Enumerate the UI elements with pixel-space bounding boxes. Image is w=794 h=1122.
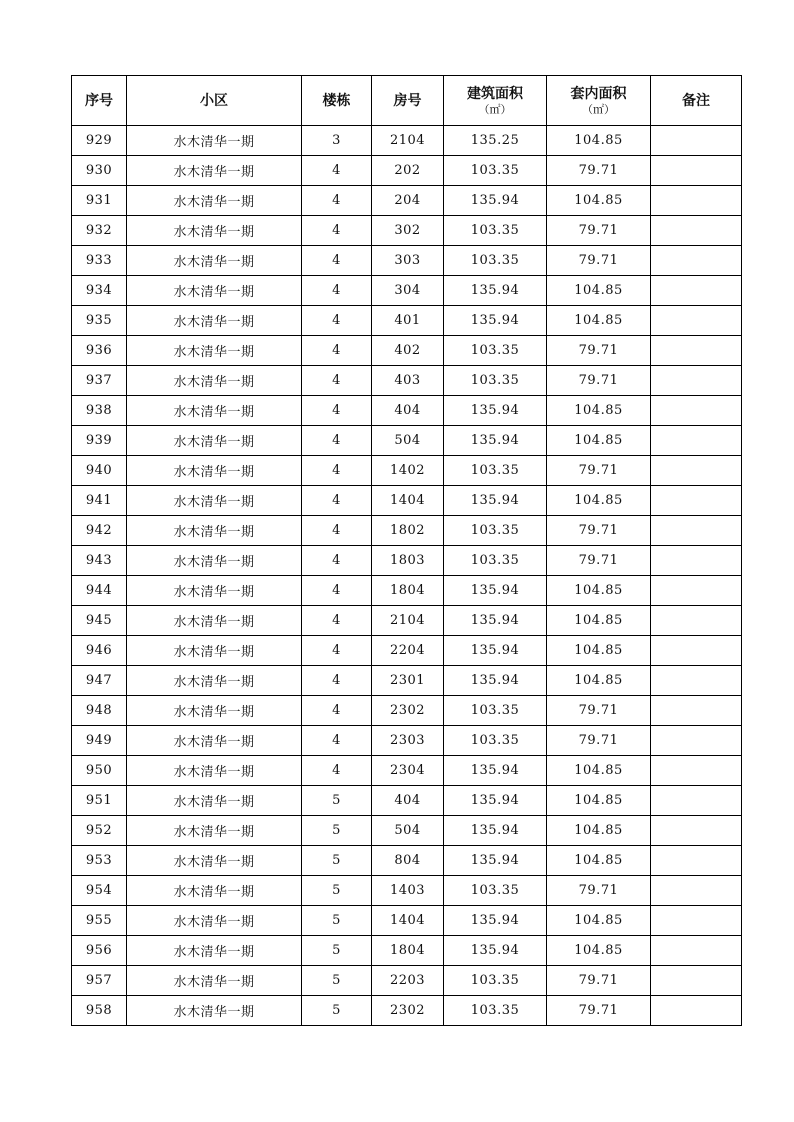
table-row (72, 666, 742, 696)
housing-table (71, 75, 742, 1026)
cell-build-area: 103.35 (444, 246, 547, 276)
table-row (72, 156, 742, 186)
table-row (72, 276, 742, 306)
cell-build-area: 135.94 (444, 666, 547, 696)
cell-remark (651, 816, 742, 846)
cell-community: 水木清华一期 (127, 936, 302, 966)
cell-inner-area: 79.71 (547, 366, 651, 396)
cell-build-area: 135.94 (444, 936, 547, 966)
cell-build-area: 135.94 (444, 576, 547, 606)
cell-inner-area: 104.85 (547, 666, 651, 696)
cell-seq: 951 (72, 786, 127, 816)
cell-community: 水木清华一期 (127, 846, 302, 876)
cell-building: 5 (302, 996, 372, 1026)
cell-seq: 955 (72, 906, 127, 936)
cell-community: 水木清华一期 (127, 366, 302, 396)
cell-remark (651, 996, 742, 1026)
cell-building: 4 (302, 426, 372, 456)
cell-build-area: 135.94 (444, 606, 547, 636)
cell-remark (651, 486, 742, 516)
cell-community: 水木清华一期 (127, 516, 302, 546)
cell-building: 5 (302, 846, 372, 876)
cell-seq: 931 (72, 186, 127, 216)
cell-seq: 956 (72, 936, 127, 966)
cell-inner-area: 79.71 (547, 516, 651, 546)
table-row (72, 366, 742, 396)
cell-room: 2204 (372, 636, 444, 666)
cell-community: 水木清华一期 (127, 306, 302, 336)
cell-building: 5 (302, 876, 372, 906)
cell-community: 水木清华一期 (127, 606, 302, 636)
cell-community: 水木清华一期 (127, 636, 302, 666)
cell-remark (651, 366, 742, 396)
cell-building: 5 (302, 786, 372, 816)
cell-seq: 933 (72, 246, 127, 276)
cell-inner-area: 104.85 (547, 426, 651, 456)
cell-inner-area: 104.85 (547, 906, 651, 936)
cell-room: 402 (372, 336, 444, 366)
cell-seq: 948 (72, 696, 127, 726)
cell-inner-area: 104.85 (547, 846, 651, 876)
cell-room: 804 (372, 846, 444, 876)
cell-inner-area: 79.71 (547, 726, 651, 756)
cell-seq: 939 (72, 426, 127, 456)
cell-room: 1803 (372, 546, 444, 576)
cell-room: 204 (372, 186, 444, 216)
cell-building: 4 (302, 726, 372, 756)
cell-inner-area: 104.85 (547, 306, 651, 336)
cell-remark (651, 276, 742, 306)
cell-building: 4 (302, 246, 372, 276)
table-row (72, 696, 742, 726)
cell-inner-area: 79.71 (547, 876, 651, 906)
cell-inner-area: 104.85 (547, 186, 651, 216)
cell-community: 水木清华一期 (127, 336, 302, 366)
cell-room: 202 (372, 156, 444, 186)
cell-remark (651, 186, 742, 216)
header-inner-area-unit: （㎡） (582, 103, 615, 116)
header-room (372, 76, 444, 126)
header-community (127, 76, 302, 126)
cell-seq: 938 (72, 396, 127, 426)
cell-build-area: 135.94 (444, 816, 547, 846)
cell-build-area: 135.25 (444, 126, 547, 156)
table-row (72, 246, 742, 276)
table-row (72, 756, 742, 786)
cell-building: 4 (302, 516, 372, 546)
cell-room: 1804 (372, 576, 444, 606)
cell-build-area: 103.35 (444, 996, 547, 1026)
cell-build-area: 103.35 (444, 966, 547, 996)
cell-community: 水木清华一期 (127, 186, 302, 216)
cell-remark (651, 756, 742, 786)
cell-inner-area: 104.85 (547, 786, 651, 816)
cell-community: 水木清华一期 (127, 816, 302, 846)
cell-build-area: 135.94 (444, 636, 547, 666)
cell-inner-area: 79.71 (547, 696, 651, 726)
cell-seq: 929 (72, 126, 127, 156)
cell-room: 504 (372, 816, 444, 846)
cell-build-area: 135.94 (444, 846, 547, 876)
cell-inner-area: 79.71 (547, 216, 651, 246)
cell-remark (651, 846, 742, 876)
cell-building: 4 (302, 576, 372, 606)
cell-remark (651, 606, 742, 636)
header-building-label: 楼栋 (322, 92, 351, 109)
cell-room: 1403 (372, 876, 444, 906)
cell-seq: 942 (72, 516, 127, 546)
cell-seq: 930 (72, 156, 127, 186)
cell-community: 水木清华一期 (127, 756, 302, 786)
cell-community: 水木清华一期 (127, 126, 302, 156)
table-row (72, 516, 742, 546)
cell-room: 2302 (372, 996, 444, 1026)
table-row (72, 816, 742, 846)
cell-room: 1404 (372, 906, 444, 936)
table-row (72, 186, 742, 216)
cell-inner-area: 104.85 (547, 126, 651, 156)
cell-community: 水木清华一期 (127, 156, 302, 186)
cell-seq: 947 (72, 666, 127, 696)
cell-seq: 949 (72, 726, 127, 756)
cell-building: 4 (302, 216, 372, 246)
table-body (72, 126, 742, 1026)
cell-inner-area: 79.71 (547, 996, 651, 1026)
cell-inner-area: 79.71 (547, 546, 651, 576)
cell-community: 水木清华一期 (127, 876, 302, 906)
cell-building: 5 (302, 816, 372, 846)
cell-seq: 944 (72, 576, 127, 606)
cell-inner-area: 79.71 (547, 336, 651, 366)
cell-inner-area: 104.85 (547, 276, 651, 306)
cell-build-area: 103.35 (444, 546, 547, 576)
cell-building: 5 (302, 966, 372, 996)
cell-inner-area: 104.85 (547, 936, 651, 966)
cell-build-area: 135.94 (444, 756, 547, 786)
header-build-area (444, 76, 547, 126)
cell-room: 2302 (372, 696, 444, 726)
cell-building: 4 (302, 546, 372, 576)
cell-build-area: 103.35 (444, 516, 547, 546)
cell-community: 水木清华一期 (127, 486, 302, 516)
cell-building: 4 (302, 756, 372, 786)
cell-building: 4 (302, 366, 372, 396)
cell-room: 1802 (372, 516, 444, 546)
table-row (72, 966, 742, 996)
cell-build-area: 135.94 (444, 306, 547, 336)
cell-remark (651, 906, 742, 936)
table-row (72, 456, 742, 486)
cell-build-area: 103.35 (444, 696, 547, 726)
header-build-area-label: 建筑面积 (467, 86, 523, 102)
cell-building: 4 (302, 606, 372, 636)
cell-room: 2104 (372, 606, 444, 636)
cell-community: 水木清华一期 (127, 696, 302, 726)
cell-build-area: 103.35 (444, 366, 547, 396)
cell-building: 3 (302, 126, 372, 156)
cell-seq: 934 (72, 276, 127, 306)
cell-room: 2203 (372, 966, 444, 996)
cell-building: 4 (302, 306, 372, 336)
cell-build-area: 135.94 (444, 786, 547, 816)
cell-remark (651, 696, 742, 726)
cell-community: 水木清华一期 (127, 726, 302, 756)
header-inner-area (547, 76, 651, 126)
cell-seq: 954 (72, 876, 127, 906)
cell-inner-area: 104.85 (547, 756, 651, 786)
table-row (72, 876, 742, 906)
table-row (72, 636, 742, 666)
table-row (72, 486, 742, 516)
table-row (72, 546, 742, 576)
cell-remark (651, 636, 742, 666)
cell-build-area: 103.35 (444, 876, 547, 906)
cell-build-area: 135.94 (444, 396, 547, 426)
cell-build-area: 103.35 (444, 216, 547, 246)
cell-room: 504 (372, 426, 444, 456)
cell-inner-area: 104.85 (547, 396, 651, 426)
cell-seq: 932 (72, 216, 127, 246)
cell-remark (651, 426, 742, 456)
header-seq (72, 76, 127, 126)
cell-remark (651, 396, 742, 426)
cell-seq: 940 (72, 456, 127, 486)
cell-inner-area: 79.71 (547, 456, 651, 486)
cell-build-area: 135.94 (444, 906, 547, 936)
cell-remark (651, 246, 742, 276)
cell-build-area: 135.94 (444, 186, 547, 216)
cell-community: 水木清华一期 (127, 216, 302, 246)
table-row (72, 726, 742, 756)
cell-building: 4 (302, 156, 372, 186)
cell-room: 403 (372, 366, 444, 396)
cell-build-area: 103.35 (444, 456, 547, 486)
cell-room: 1402 (372, 456, 444, 486)
cell-inner-area: 104.85 (547, 636, 651, 666)
cell-remark (651, 726, 742, 756)
cell-build-area: 135.94 (444, 276, 547, 306)
cell-build-area: 135.94 (444, 486, 547, 516)
table-row (72, 216, 742, 246)
cell-building: 4 (302, 276, 372, 306)
cell-room: 404 (372, 786, 444, 816)
cell-room: 404 (372, 396, 444, 426)
cell-remark (651, 546, 742, 576)
table-row (72, 996, 742, 1026)
cell-inner-area: 104.85 (547, 576, 651, 606)
cell-build-area: 135.94 (444, 426, 547, 456)
cell-seq: 957 (72, 966, 127, 996)
cell-inner-area: 79.71 (547, 156, 651, 186)
cell-inner-area: 104.85 (547, 486, 651, 516)
cell-seq: 945 (72, 606, 127, 636)
header-build-area-unit: （㎡） (478, 103, 512, 116)
table-row (72, 906, 742, 936)
cell-building: 4 (302, 456, 372, 486)
table-row (72, 426, 742, 456)
cell-seq: 936 (72, 336, 127, 366)
cell-inner-area: 104.85 (547, 606, 651, 636)
cell-remark (651, 156, 742, 186)
cell-community: 水木清华一期 (127, 996, 302, 1026)
cell-remark (651, 216, 742, 246)
cell-room: 2303 (372, 726, 444, 756)
cell-room: 1404 (372, 486, 444, 516)
cell-room: 1804 (372, 936, 444, 966)
cell-room: 2104 (372, 126, 444, 156)
cell-seq: 943 (72, 546, 127, 576)
header-inner-area-label: 套内面积 (570, 86, 627, 102)
cell-building: 4 (302, 336, 372, 366)
cell-community: 水木清华一期 (127, 576, 302, 606)
table-row (72, 396, 742, 426)
cell-inner-area: 104.85 (547, 816, 651, 846)
cell-room: 401 (372, 306, 444, 336)
cell-community: 水木清华一期 (127, 276, 302, 306)
cell-community: 水木清华一期 (127, 546, 302, 576)
cell-community: 水木清华一期 (127, 786, 302, 816)
cell-remark (651, 786, 742, 816)
cell-remark (651, 336, 742, 366)
cell-inner-area: 79.71 (547, 246, 651, 276)
header-room-label: 房号 (393, 92, 422, 109)
cell-community: 水木清华一期 (127, 966, 302, 996)
cell-remark (651, 966, 742, 996)
table-row (72, 786, 742, 816)
cell-community: 水木清华一期 (127, 246, 302, 276)
cell-remark (651, 666, 742, 696)
cell-building: 5 (302, 936, 372, 966)
cell-building: 4 (302, 396, 372, 426)
table-row (72, 606, 742, 636)
header-remark-label: 备注 (682, 92, 710, 109)
cell-community: 水木清华一期 (127, 426, 302, 456)
cell-building: 4 (302, 666, 372, 696)
cell-seq: 937 (72, 366, 127, 396)
cell-seq: 952 (72, 816, 127, 846)
cell-community: 水木清华一期 (127, 396, 302, 426)
table-row (72, 126, 742, 156)
header-building (302, 76, 372, 126)
header-community-label: 小区 (200, 92, 228, 109)
cell-seq: 950 (72, 756, 127, 786)
header-row (72, 76, 742, 126)
cell-build-area: 103.35 (444, 726, 547, 756)
cell-build-area: 103.35 (444, 156, 547, 186)
cell-community: 水木清华一期 (127, 456, 302, 486)
cell-seq: 935 (72, 306, 127, 336)
cell-seq: 941 (72, 486, 127, 516)
cell-room: 302 (372, 216, 444, 246)
cell-building: 4 (302, 696, 372, 726)
cell-room: 2301 (372, 666, 444, 696)
table-row (72, 306, 742, 336)
cell-building: 5 (302, 906, 372, 936)
cell-build-area: 103.35 (444, 336, 547, 366)
table-row (72, 936, 742, 966)
header-remark (651, 76, 742, 126)
cell-community: 水木清华一期 (127, 906, 302, 936)
cell-community: 水木清华一期 (127, 666, 302, 696)
cell-remark (651, 306, 742, 336)
cell-seq: 946 (72, 636, 127, 666)
header-seq-label: 序号 (85, 92, 113, 109)
cell-remark (651, 126, 742, 156)
cell-remark (651, 516, 742, 546)
cell-room: 303 (372, 246, 444, 276)
table-row (72, 576, 742, 606)
table-row (72, 846, 742, 876)
cell-building: 4 (302, 486, 372, 516)
cell-seq: 953 (72, 846, 127, 876)
cell-seq: 958 (72, 996, 127, 1026)
cell-inner-area: 79.71 (547, 966, 651, 996)
cell-remark (651, 936, 742, 966)
cell-building: 4 (302, 186, 372, 216)
table-row (72, 336, 742, 366)
cell-building: 4 (302, 636, 372, 666)
cell-remark (651, 576, 742, 606)
cell-room: 304 (372, 276, 444, 306)
cell-room: 2304 (372, 756, 444, 786)
cell-remark (651, 456, 742, 486)
cell-remark (651, 876, 742, 906)
